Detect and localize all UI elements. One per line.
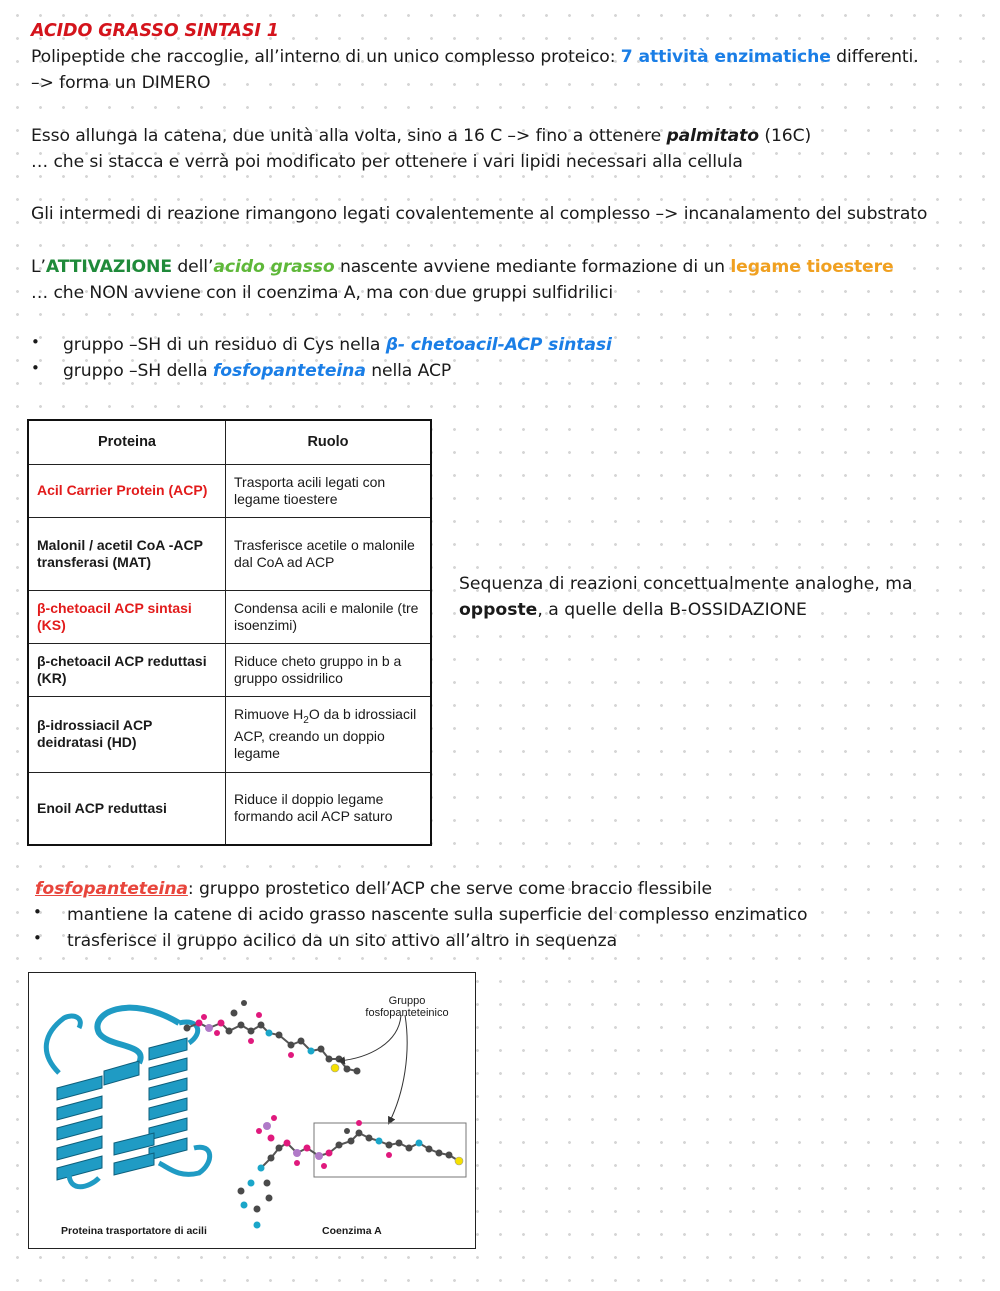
highlight-legame-tioestere: legame tioestere — [730, 257, 894, 277]
fosfo-bullet-1: mantiene la catene di acido grasso nascente sulla superficie del complesso enzimatico — [67, 905, 808, 925]
figure-label-coa: Coenzima A — [322, 1225, 382, 1237]
figure-label-protein: Proteina trasportatore di acili — [61, 1225, 207, 1237]
text: dell’ — [171, 257, 214, 277]
column-header-proteina: Proteina — [28, 420, 226, 464]
subscript: 2 — [303, 714, 309, 726]
highlight-fosfopanteteina: fosfopanteteina — [212, 361, 366, 381]
bullet-icon: • — [31, 359, 40, 377]
sh-group-item-2 — [63, 358, 451, 384]
acp-coa-figure — [28, 972, 476, 1249]
text: L’ — [31, 257, 46, 277]
bullet-icon: • — [31, 333, 40, 351]
highlight-seven-activities: 7 attività enzimatiche — [620, 47, 831, 67]
side-note-line-1: Sequenza di reazioni concettualmente analoghe, ma — [459, 574, 913, 594]
table-row — [28, 464, 431, 517]
role-cell: Condensa acili e malonile (tre isoenzimi) — [226, 590, 432, 643]
text: Polipeptide che raccoglie, all’interno di un unico complesso proteico: — [31, 47, 621, 67]
coa-molecule — [238, 1115, 467, 1229]
protein-cell: Malonil / acetil CoA -ACP transferasi (MAT) — [28, 517, 226, 590]
table-row — [28, 590, 431, 643]
protein-cell: β-chetoacil ACP reduttasi (KR) — [28, 643, 226, 696]
text: : gruppo prostetico dell’ACP che serve come braccio flessibile — [187, 879, 712, 899]
page-title: ACIDO GRASSO SINTASI 1 — [31, 21, 279, 41]
column-header-ruolo: Ruolo — [226, 420, 432, 464]
activation-line-2: … che NON avviene con il coenzima A, ma con due gruppi sulfidrilici — [31, 283, 613, 303]
table-row — [28, 772, 431, 845]
text: (16C) — [758, 126, 812, 146]
protein-cell: Enoil ACP reduttasi — [28, 772, 226, 845]
role-cell — [226, 696, 432, 772]
elongation-line-2: … che si stacca e verrà poi modificato per ottenere i vari lipidi necessari alla cellula — [31, 152, 743, 172]
text: nella ACP — [365, 361, 452, 381]
figure-annotation: Gruppo fosfopanteteinico — [365, 995, 449, 1019]
table-row — [28, 696, 431, 772]
fosfo-bullet-2: trasferisce il gruppo acilico da un sito attivo all’altro in sequenza — [67, 931, 618, 951]
table-row — [28, 517, 431, 590]
intro-line-2: –> forma un DIMERO — [31, 73, 211, 93]
chain-upper — [187, 1023, 357, 1071]
intro-line-1 — [31, 44, 919, 70]
side-note-line-2 — [459, 597, 807, 623]
protein-ribbon — [46, 1008, 209, 1187]
highlight-palmitato: palmitato — [666, 126, 759, 146]
text: gruppo –SH della — [63, 361, 213, 381]
intermediates-line: Gli intermedi di reazione rimangono legati covalentemente al complesso –> incanalamento del substrato — [31, 204, 928, 224]
highlight-chetoacil-sintasi: β- chetoacil-ACP sintasi — [385, 335, 612, 355]
protein-cell: β-idrossiacil ACP deidratasi (HD) — [28, 696, 226, 772]
role-cell: Trasporta acili legati con legame tioestere — [226, 464, 432, 517]
role-cell: Riduce cheto gruppo in b a gruppo ossidrilico — [226, 643, 432, 696]
text: differenti. — [830, 47, 919, 67]
role-cell: Trasferisce acetile o malonile dal CoA ad ACP — [226, 517, 432, 590]
sh-group-item-1 — [63, 332, 612, 358]
atoms-upper — [184, 1000, 361, 1075]
protein-cell: β-chetoacil ACP sintasi (KS) — [28, 590, 226, 643]
table-header-row — [28, 420, 431, 464]
fosfo-term: fosfopanteteina — [35, 879, 188, 899]
bullet-icon: • — [33, 903, 42, 921]
bullet-icon: • — [33, 929, 42, 947]
text: Esso allunga la catena, due unità alla volta, sino a 16 C –> fino a ottenere — [31, 126, 667, 146]
text: , a quelle della B-OSSIDAZIONE — [537, 600, 807, 620]
text: Rimuove H — [234, 705, 304, 722]
highlight-attivazione: ATTIVAZIONE — [45, 257, 172, 277]
table-row — [28, 643, 431, 696]
role-cell: Riduce il doppio legame formando acil ACP saturo — [226, 772, 432, 845]
fosfo-definition — [35, 876, 712, 902]
elongation-line-1 — [31, 123, 811, 149]
highlight-acido-grasso: acido grasso — [213, 257, 335, 277]
protein-cell: Acil Carrier Protein (ACP) — [28, 464, 226, 517]
highlight-opposte: opposte — [459, 600, 538, 620]
text: gruppo –SH di un residuo di Cys nella — [63, 335, 386, 355]
enzyme-table — [27, 419, 432, 846]
text: nascente avviene mediante formazione di un — [334, 257, 731, 277]
text: O da b idrossiacil ACP, creando un doppio legame — [234, 705, 417, 762]
activation-line-1 — [31, 254, 894, 280]
